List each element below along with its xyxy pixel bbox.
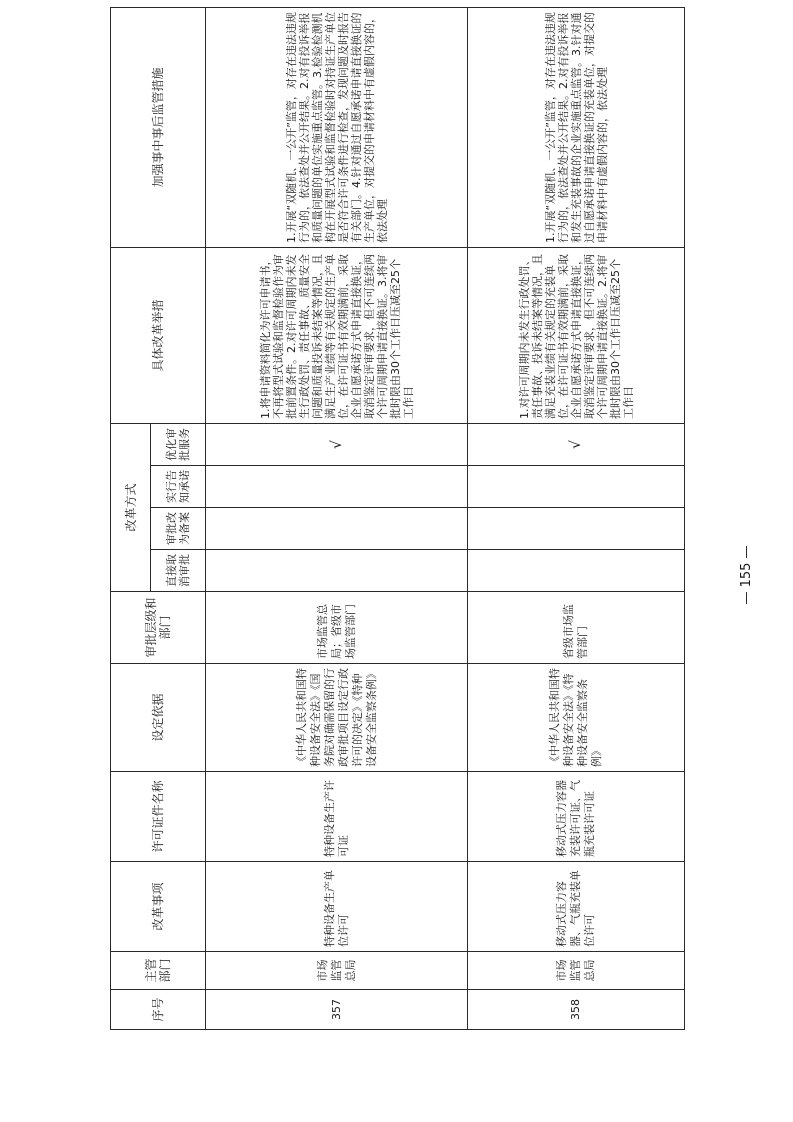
row-supervision: 1.开展“双随机、一公开”监管，对存在违法违规行为的，依法查处并公开结果。2.对有投诉举报和质量问题的单位实施重点监管。3.检验检测机构在开展型式试验和监督检验时对持证生产单位是否符合许可条件进行检查，发现问题及时报告有关部门。4.针对通过自愿承诺申请直接换证的生产单位，对提交的申请材料中有虚假内容的，依法处理 (206, 7, 468, 247)
header-license: 许可证件名称 (111, 772, 206, 862)
reform-table (110, 7, 685, 1030)
row-method-cancel (468, 550, 685, 592)
row-level: 省级市场监管部门 (468, 592, 685, 664)
header-method: 改革方式 (111, 423, 151, 591)
row-seq: 358 (468, 990, 685, 1030)
row-method-notify (468, 466, 685, 508)
row-method-filing (206, 508, 468, 550)
row-method-filing (468, 508, 685, 550)
check-mark-icon: √ (468, 423, 685, 465)
row-method-cancel (206, 550, 468, 592)
row-item: 移动式压力容器、气瓶充装单位许可 (468, 862, 685, 952)
row-dept: 市场监管总局 (206, 952, 468, 990)
page-number (735, 545, 759, 605)
row-supervision: 1.开展“双随机、一公开”监管，对存在违法违规行为的，依法查处并公开结果。2.对有投诉举报和发生充装事故的企业实施重点监管。3.针对通过自愿承诺申请直接换证的充装单位，对提交的申请材料中有虚假内容的，依法处理 (468, 7, 685, 247)
header-basis: 设定依据 (111, 664, 206, 772)
row-measures: 1.对许可周期内未发生行政处罚、责任事故、投诉未结案等情况，且满足充装业绩有关规定的充装单位，在许可证书有效期满前，采取企业自愿承诺方式申请直接换证，取消鉴定评审要求，但不可连续两个许可周期申请直接换证。2.将审批时限由30个工作日压减至25个工作日 (468, 247, 685, 423)
rotated-table-wrapper (110, 11, 684, 1030)
header-level: 审批层级和部门 (111, 592, 206, 664)
row-measures: 1.将申请资料简化为许可申请书，不再将型式试验和监督检验作为审批前置条件。2.对许可周期内未发生行政处罚、责任事故、质量安全问题和质量投诉未结案等情况，且满足生产业绩等有关规定的生产单位，在许可证书有效期满前，采取企业自愿承诺方式申请直接换证，取消鉴定评审要求，但不可连续两个许可周期申请直接换证。3.将审批时限由30个工作日压减至25个工作日 (206, 247, 468, 423)
header-measures: 具体改革举措 (111, 247, 206, 423)
header-row-1 (111, 7, 151, 1029)
page-number-text: — 155 — (739, 545, 754, 605)
row-method-notify (206, 466, 468, 508)
header-dept: 主管部门 (111, 952, 206, 990)
row-seq: 357 (206, 990, 468, 1030)
row-level: 市场监管总局；省级市场监管部门 (206, 592, 468, 664)
row-item: 特种设备生产单位许可 (206, 862, 468, 952)
check-mark-icon: √ (206, 423, 468, 465)
row-license: 特种设备生产许可证 (206, 772, 468, 862)
document-sheet (110, 11, 684, 1030)
header-seq: 序号 (111, 990, 206, 1030)
header-item: 改革事项 (111, 862, 206, 952)
row-license: 移动式压力容器充装许可证、气瓶充装许可证 (468, 772, 685, 862)
header-method-notify: 实行告知承诺 (151, 466, 206, 508)
header-method-cancel: 直接取消审批 (151, 550, 206, 592)
row-basis: 《中华人民共和国特种设备安全法》《国务院对确需保留的行政审批项目设定行政许可的决定》《特种设备安全监察条例》 (206, 664, 468, 772)
row-dept: 市场监管总局 (468, 952, 685, 990)
table-row (468, 7, 685, 1029)
header-method-optimize: 优化审批服务 (151, 423, 206, 465)
table-row (206, 7, 468, 1029)
header-supervision: 加强事中事后监管措施 (111, 7, 206, 247)
header-method-filing: 审批改为备案 (151, 508, 206, 550)
row-basis: 《中华人民共和国特种设备安全法》《特种设备安全监察条例》 (468, 664, 685, 772)
